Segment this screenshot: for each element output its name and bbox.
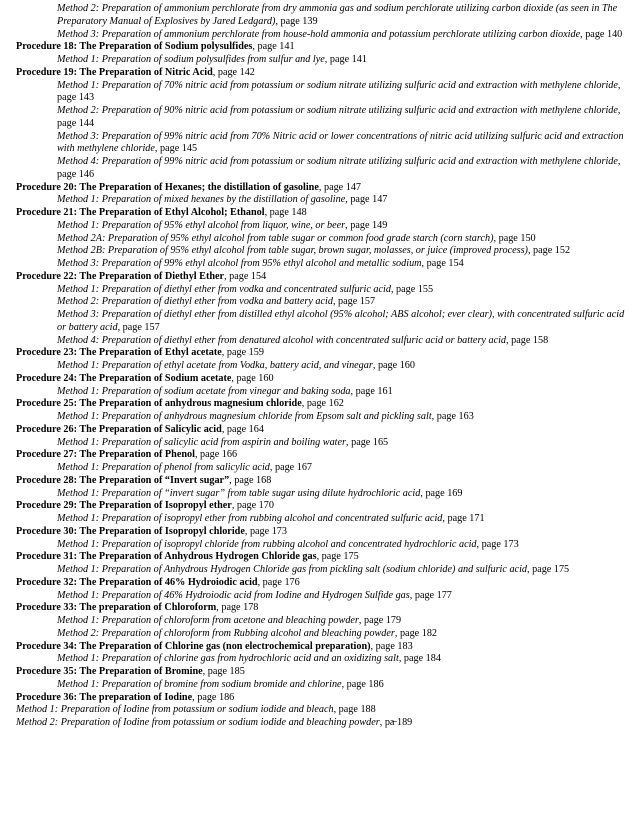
entry-title: Method 2A: Preparation of 95% ethyl alcohol from table sugar or common food grade starch (corn starch) (57, 232, 494, 244)
entry-page: , page 147 (345, 194, 388, 206)
procedure-heading (0, 602, 640, 615)
method-entry (0, 386, 640, 399)
procedure-heading (0, 666, 640, 679)
entry-title: Procedure 29: The Preparation of Isopropyl ether (16, 500, 232, 512)
entry-page: , page 148 (264, 207, 307, 218)
entry-title: Method 1: Preparation of phenol from salicylic acid (57, 462, 270, 473)
method-entry (0, 3, 640, 29)
table-of-contents (0, 3, 640, 730)
entry-page: , page 162 (301, 398, 344, 410)
entry-page: , page 161 (350, 385, 393, 397)
entry-title: Procedure 26: The Preparation of Salicylic acid (16, 423, 222, 435)
entry-title: Procedure 23: The Preparation of Ethyl acetate (16, 347, 222, 359)
entry-title: Procedure 32: The Preparation of 46% Hydroiodic acid (16, 576, 258, 588)
method-entry (0, 54, 640, 67)
entry-title: Method 2: Preparation of diethyl ether from vodka and battery acid (57, 296, 333, 308)
procedure-heading (0, 67, 640, 80)
entry-title: Method 1: Preparation of Iodine from potassium or sodium iodide and bleach (16, 704, 334, 716)
entry-page: , page 166 (194, 449, 238, 461)
entry-title: Procedure 22: The Preparation of Diethyl Ether (16, 270, 225, 282)
entry-page: , page 182 (394, 627, 438, 639)
entry-title: Method 1: Preparation of isopropyl ether from rubbing alcohol and concentrated sulfuric acid (57, 513, 443, 524)
method-entry (0, 704, 640, 717)
entry-page: , page 184 (398, 653, 441, 665)
entry-title: Method 1: Preparation of mixed hexanes by the distillation of gasoline (57, 194, 346, 206)
entry-page: , page 159 (221, 347, 264, 359)
entry-title: Procedure 27: The Preparation of Phenol (16, 449, 195, 461)
method-entry (0, 564, 640, 577)
entry-page: , page 157 (332, 296, 376, 308)
entry-title: Procedure 28: The Preparation of “Invert sugar” (16, 474, 230, 486)
entry-page: , page 163 (431, 411, 474, 422)
entry-page: , page 179 (358, 615, 402, 626)
entry-page: , page 152 (527, 245, 571, 257)
method-entry (0, 245, 640, 258)
entry-title: Method 1: Preparation of sodium acetate from vinegar and baking soda (57, 385, 351, 397)
entry-title: Procedure 34: The Preparation of Chlorine gas (non electrochemical preparation) (16, 640, 371, 652)
entry-page: , page 150 (493, 232, 536, 244)
method-entry (0, 462, 640, 475)
entry-page: , page 157 (117, 321, 160, 333)
entry-title: Method 2B: Preparation of 95% ethyl alcohol from table sugar, brown sugar, molasses, or juice (improved process) (57, 245, 528, 257)
entry-title: Method 1: Preparation of anhydrous magnesium chloride from Epsom salt and pickling salt (57, 411, 432, 422)
procedure-heading (0, 577, 640, 590)
entry-page: , page 160 (372, 360, 415, 371)
method-entry (0, 296, 640, 309)
method-entry (0, 131, 640, 157)
method-entry (0, 615, 640, 628)
method-entry (0, 335, 640, 348)
entry-title: Procedure 21: The Preparation of Ethyl Alcohol; Ethanol (16, 207, 265, 218)
entry-page: , page 141 (252, 41, 295, 53)
entry-page: , page 186 (341, 678, 384, 690)
entry-title: Method 2: Preparation of chloroform from Rubbing alcohol and bleaching powder (57, 627, 395, 639)
entry-title: Method 4: Preparation of diethyl ether from denatured alcohol with concentrated sulfuric acid or battery acid (57, 334, 507, 346)
entry-page: , page 142 (212, 66, 255, 78)
entry-title: Procedure 19: The Preparation of Nitric Acid (16, 66, 213, 78)
entry-title: Method 1: Preparation of chlorine gas from hydrochloric acid and an oxidizing salt (57, 653, 399, 665)
entry-title: Procedure 24: The Preparation of Sodium acetate (16, 372, 232, 384)
entry-title: Procedure 36: The preparation of Iodine (16, 691, 193, 703)
procedure-heading (0, 551, 640, 564)
entry-page: , page 175 (316, 551, 359, 563)
entry-page: , page 149 (345, 219, 388, 231)
entry-page: , page 144 (57, 105, 621, 129)
entry-page: , page 173 (476, 538, 519, 550)
entry-title: Method 1: Preparation of 46% Hydroiodic acid from Iodine and Hydrogen Sulfide gas (57, 589, 410, 601)
entry-page: , page 176 (257, 576, 300, 588)
method-entry (0, 513, 640, 526)
entry-page: , pa̶ 189 (379, 717, 413, 728)
entry-page: , page 154 (224, 270, 267, 282)
procedure-heading (0, 475, 640, 488)
entry-title: Method 1: Preparation of ethyl acetate from Vodka, battery acid, and vinegar (57, 360, 373, 371)
entry-page: , page 146 (57, 156, 621, 180)
entry-page: , page 167 (269, 462, 313, 473)
entry-page: , page 143 (57, 79, 621, 104)
procedure-heading (0, 373, 640, 386)
method-entry (0, 679, 640, 692)
method-entry (0, 539, 640, 552)
entry-page: , page 170 (231, 500, 274, 512)
entry-page: , page 155 (390, 283, 434, 295)
method-entry (0, 220, 640, 233)
procedure-heading (0, 449, 640, 462)
entry-title: Method 1: Preparation of Anhydrous Hydrogen Chloride gas from pickling salt (sodium chloride) and sulfuric acid (57, 564, 527, 575)
method-entry (0, 105, 640, 131)
method-entry (0, 717, 640, 730)
method-entry (0, 194, 640, 207)
entry-title: Method 2: Preparation of 90% nitric acid from potassium or sodium nitrate utilizing sulfuric acid and extraction with methylene chloride (57, 105, 618, 116)
entry-title: Procedure 30: The Preparation of Isopropyl chloride (16, 525, 245, 537)
entry-page: , page 183 (370, 640, 413, 652)
procedure-heading (0, 500, 640, 513)
method-entry (0, 156, 640, 182)
method-entry (0, 653, 640, 666)
procedure-heading (0, 526, 640, 539)
entry-title: Procedure 31: The Preparation of Anhydrous Hydrogen Chloride gas (16, 551, 317, 563)
entry-page: , page 168 (229, 474, 272, 486)
procedure-heading (0, 271, 640, 284)
entry-title: Procedure 33: The preparation of Chloroform (16, 602, 217, 614)
entry-title: Method 1: Preparation of diethyl ether from vodka and concentrated sulfuric acid (57, 283, 391, 295)
entry-page: , page 186 (192, 691, 235, 703)
entry-page: , page 147 (318, 181, 362, 193)
method-entry (0, 360, 640, 373)
entry-title: Procedure 18: The Preparation of Sodium polysulfides (16, 41, 253, 53)
entry-title: Method 4: Preparation of 99% nitric acid from potassium or sodium nitrate utilizing sulfuric acid and extraction with methylene chloride (57, 156, 618, 167)
entry-page: , page 185 (202, 666, 245, 677)
procedure-heading (0, 641, 640, 654)
entry-title: Method 1: Preparation of “invert sugar” from table sugar using dilute hydrochloric acid (57, 487, 421, 499)
method-entry (0, 590, 640, 603)
entry-page: , page 145 (154, 143, 198, 155)
entry-title: Procedure 25: The Preparation of anhydrous magnesium chloride (16, 398, 302, 410)
entry-page: , page 169 (420, 487, 463, 499)
procedure-heading (0, 182, 640, 195)
entry-title: Procedure 20: The Preparation of Hexanes; the distillation of gasoline (16, 181, 319, 193)
entry-page: , page 173 (244, 525, 287, 537)
entry-title: Method 1: Preparation of sodium polysulfides from sulfur and lye (57, 54, 325, 65)
procedure-heading (0, 692, 640, 705)
method-entry (0, 233, 640, 246)
method-entry (0, 309, 640, 335)
entry-title: Method 1: Preparation of salicylic acid from aspirin and boiling water (57, 436, 346, 448)
entry-page: , page 175 (527, 564, 570, 575)
procedure-heading (0, 424, 640, 437)
procedure-heading (0, 398, 640, 411)
entry-title: Method 3: Preparation of diethyl ether from distilled ethyl alcohol (95% alcohol; ABS alcohol; ever clear), with concentrated sulfuric acid or battery acid (57, 309, 625, 333)
procedure-heading (0, 207, 640, 220)
entry-page: , page 160 (231, 372, 274, 384)
method-entry (0, 284, 640, 297)
entry-page: , page 140 (580, 28, 623, 40)
entry-page: , page 188 (333, 704, 376, 716)
procedure-heading (0, 41, 640, 54)
entry-title: Method 1: Preparation of chloroform from acetone and bleaching powder (57, 615, 359, 626)
entry-page: , page 171 (442, 513, 485, 524)
method-entry (0, 628, 640, 641)
entry-title: Method 1: Preparation of 70% nitric acid from potassium or sodium nitrate utilizing sulfuric acid and extraction with methylene chloride (57, 79, 618, 91)
entry-page: , page 177 (409, 589, 452, 601)
method-entry (0, 411, 640, 424)
entry-page: , page 164 (221, 423, 264, 435)
entry-title: Method 1: Preparation of 95% ethyl alcohol from liquor, wine, or beer (57, 219, 346, 231)
method-entry (0, 29, 640, 42)
entry-title: Method 2: Preparation of ammonium perchlorate from dry ammonia gas and sodium perchlorate utilizing carbon dioxide (as seen in The Preparatory Manual of Explosives by Jared Ledgard) (57, 3, 618, 27)
entry-page: , page 139 (275, 15, 318, 27)
entry-title: Method 3: Preparation of ammonium perchlorate from house-hold ammonia and potassium perchlorate utilizing carbon dioxide (57, 28, 581, 40)
method-entry (0, 80, 640, 106)
entry-title: Method 1: Preparation of isopropyl chloride from rubbing alcohol and concentrated hydrochloric acid (57, 538, 477, 550)
entry-title: Method 3: Preparation of 99% nitric acid from 70% Nitric acid or lower concentrations of nitric acid utilizing sulfuric acid and extraction with methylene chloride (57, 130, 624, 155)
procedure-heading (0, 347, 640, 360)
entry-title: Method 3: Preparation of 99% ethyl alcohol from 95% ethyl alcohol and metallic sodium (57, 258, 422, 269)
entry-page: , page 178 (216, 602, 259, 614)
method-entry (0, 258, 640, 271)
method-entry (0, 437, 640, 450)
entry-title: Procedure 35: The Preparation of Bromine (16, 666, 203, 677)
entry-page: , page 141 (324, 54, 367, 65)
entry-title: Method 2: Preparation of Iodine from potassium or sodium iodide and bleaching powder (16, 717, 380, 728)
entry-page: , page 158 (506, 334, 549, 346)
entry-page: , page 154 (421, 258, 464, 269)
method-entry (0, 488, 640, 501)
entry-page: , page 165 (346, 436, 389, 448)
entry-title: Method 1: Preparation of bromine from sodium bromide and chlorine (57, 678, 342, 690)
